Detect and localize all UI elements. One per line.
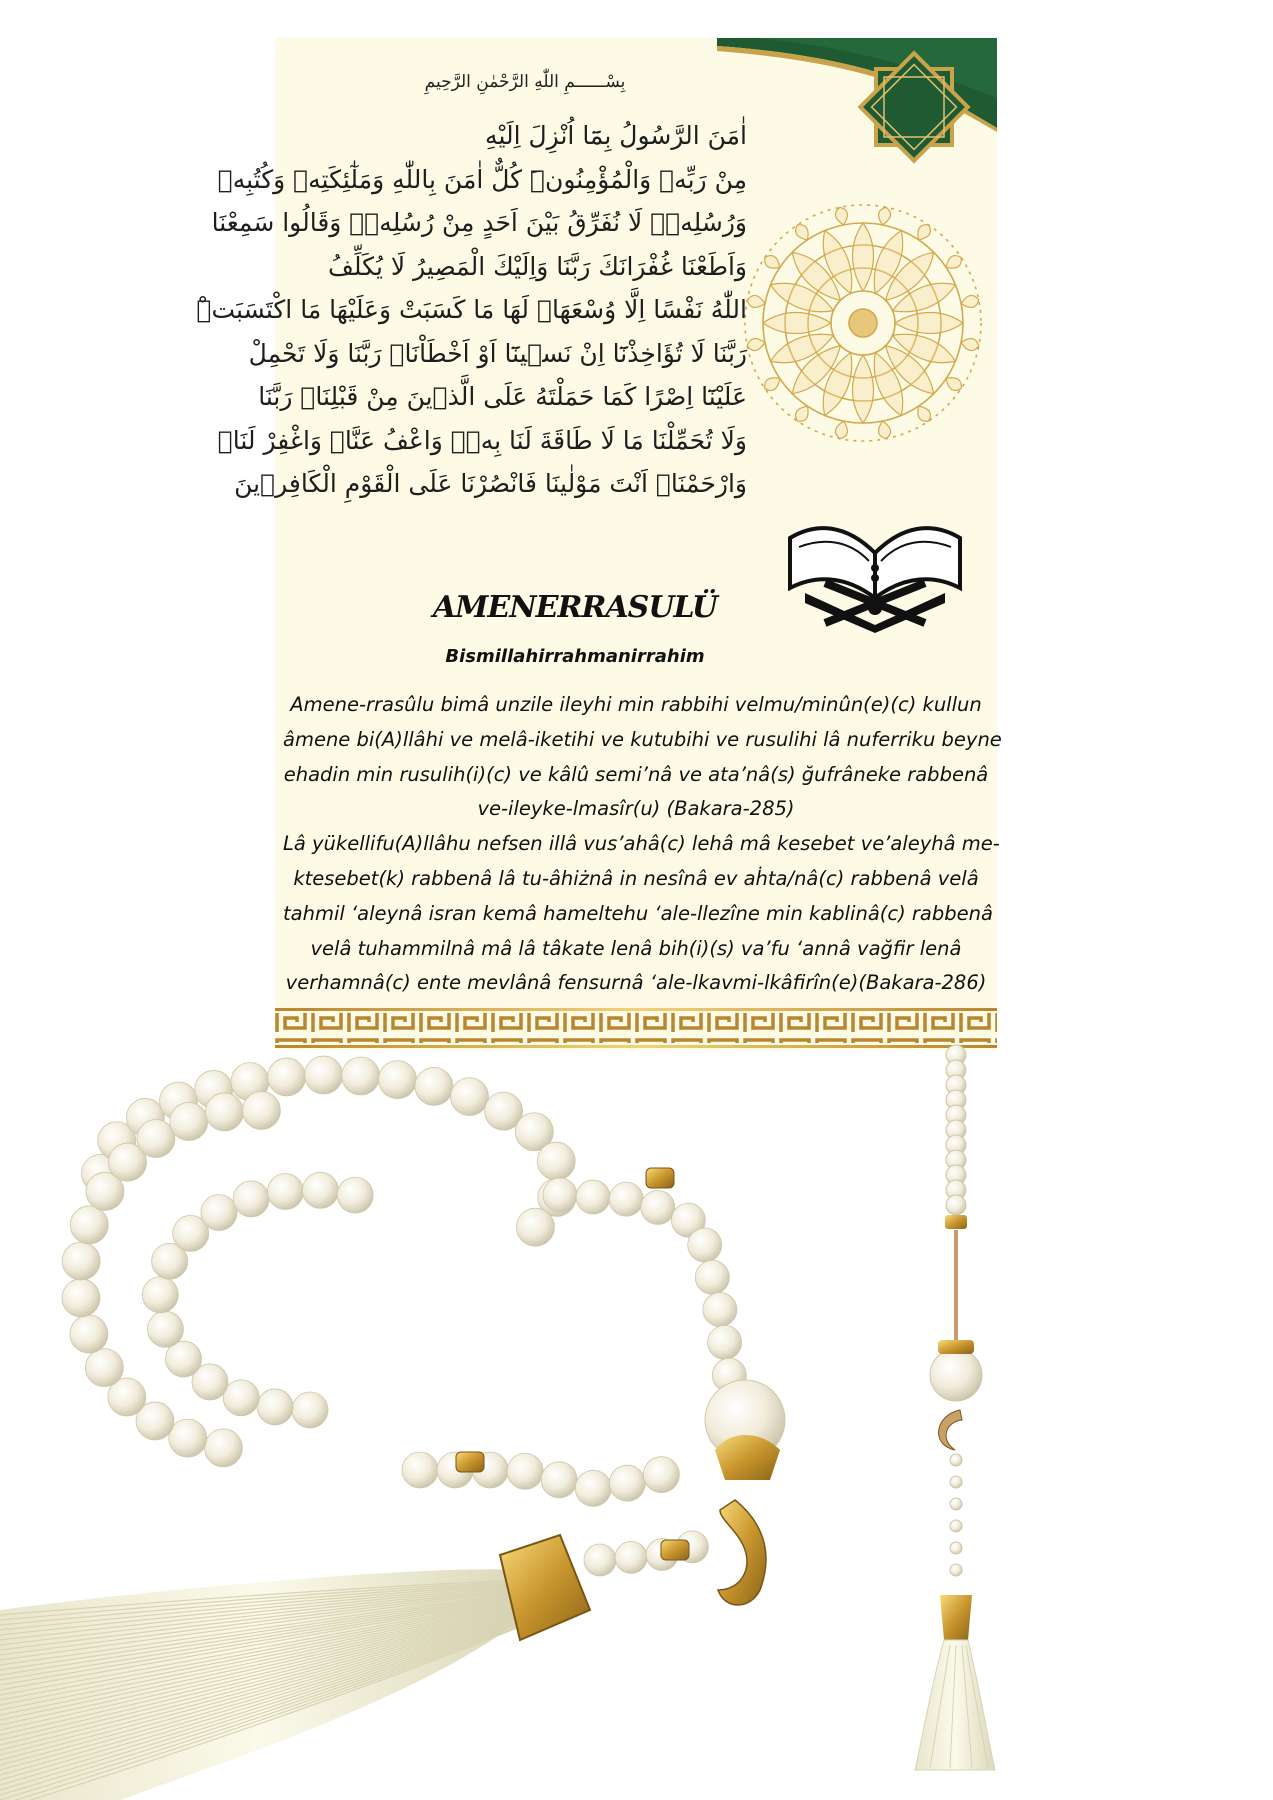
verse-line: وَاَطَعْنَا غُفْرَانَكَ رَبَّنَا وَاِلَيْكَ الْمَصِيرُ لَا يُكَلِّفُ: [328, 251, 747, 281]
basmala-arabic: بِسْــــــمِ اللّٰهِ الرَّحْمٰنِ الرَّحِيمِ: [424, 72, 626, 92]
star-badge-icon: [859, 52, 969, 162]
arabic-verses: [196, 114, 747, 506]
verse-line: عَلَيْنَٓا اِصْرًا كَمَا حَمَلْتَهُ عَلَى الَّذ۪ينَ مِنْ قَبْلِنَاۚ رَبَّنَا: [258, 382, 747, 411]
card-subtitle: Bismillahirrahmanirrahim: [445, 646, 705, 667]
translit-line: ehadin min rusulih(i)(c) ve kâlû semi’nâ ve ata’nâ(s) ğufrâneke rabbenâ: [283, 762, 989, 786]
verse-line: وَارْحَمْنَاࣞ اَنْتَ مَوْلٰينَا فَانْصُرْنَا عَلَى الْقَوْمِ الْكَافِر۪ينَ: [234, 469, 747, 498]
pearl-beads: [62, 1056, 746, 1576]
verse-line: اٰمَنَ الرَّسُولُ بِمَٓا اُنْزِلَ اِلَيْهِ: [485, 121, 747, 150]
verse-line: مِنْ رَبِّه۪ وَالْمُؤْمِنُونَۜ كُلٌّ اٰمَنَ بِاللّٰهِ وَمَلٰٓئِكَتِه۪ وَكُتُبِه۪: [217, 164, 747, 194]
imame-bead: [705, 1380, 785, 1605]
translit-line: tahmil ‘aleynâ isran kemâ hameltehu ‘ale-llezîne min kablinâ(c) rabbenâ: [283, 901, 993, 925]
translit-line: verhamnâ(c) ente mevlânâ fensurnâ ‘ale-lkavmi-lkâfirîn(e)(Bakara-286): [285, 971, 987, 995]
translit-line: ve-ileyke-lmasîr(u) (Bakara-285): [477, 797, 795, 821]
prayer-card: [196, 38, 1002, 1050]
rosary-photo: [0, 1050, 1273, 1800]
verse-line: رَبَّنَا لَا تُؤَاخِذْنَٓا اِنْ نَس۪ينَٓا اَوْ اَخْطَاْنَاۚ رَبَّنَا وَلَا تَحْمِلْ: [248, 338, 747, 368]
gold-mandala-icon: [738, 198, 988, 448]
cream-tassel: [0, 1569, 520, 1800]
translit-line: Lâ yükellifu(A)llâhu nefsen illâ vus’ahâ(c) lehâ mâ kesebet ve’aleyhâ me-: [283, 832, 1000, 856]
verse-line: وَلَا تُحَمِّلْنَا مَا لَا طَاقَةَ لَنَا بِه۪ۚ وَاعْفُ عَنَّاࣞ وَاغْفِرْ لَنَاࣞ: [217, 425, 747, 455]
transliteration: [283, 688, 1002, 1001]
translit-line: ktesebet(k) rabbenâ lâ tu-âhiżnâ in nesînâ ev aḣta/nâ(c) rabbenâ velâ: [293, 866, 979, 890]
verse-line: اللّٰهُ نَفْسًا اِلَّا وُسْعَهَاۜ لَهَا مَا كَسَبَتْ وَعَلَيْهَا مَا اكْتَسَبَتْۜ: [196, 295, 747, 324]
greek-key-border: [275, 1006, 997, 1050]
card-title: AMENERRASULÜ: [432, 590, 718, 625]
translit-line: velâ tuhammilnâ mâ lâ tâkate lenâ bih(i)(s) va’fu ‘annâ vağfir lenâ: [310, 936, 962, 960]
translit-line: âmene bi(A)llâhi ve melâ-iketihi ve kutubihi ve rusulihi lâ nuferriku beyne: [283, 727, 1002, 751]
pearl-keychain: [915, 1045, 995, 1770]
verse-line: وَرُسُلِه۪ۜ لَا نُفَرِّقُ بَيْنَ اَحَدٍ مِنْ رُسُلِه۪ۜ وَقَالُوا سَمِعْنَا: [211, 208, 747, 237]
translit-line: Amene-rrasûlu bimâ unzile ileyhi min rabbihi velmu/minûn(e)(c) kullun: [290, 693, 982, 716]
